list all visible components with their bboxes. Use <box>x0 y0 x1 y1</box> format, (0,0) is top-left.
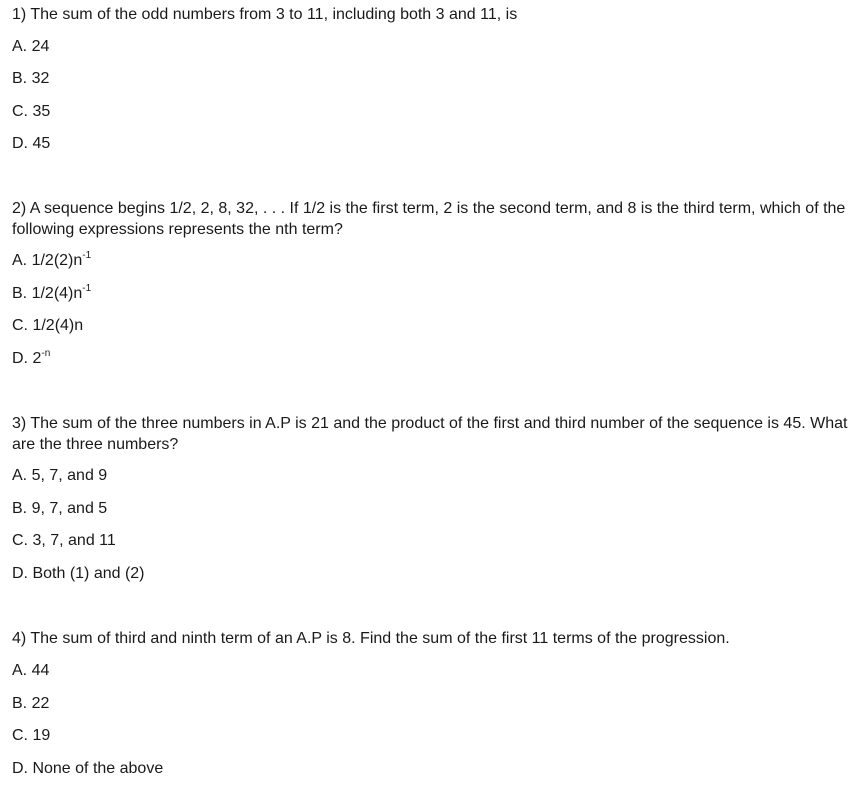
option-text: 1/2(2)n <box>31 252 83 269</box>
question-stem: 2) A sequence begins 1/2, 2, 8, 32, . . . If 1/2 is the first term, 2 is the second term, and 8 is the third term, which of the following expressions represents the nth term? <box>12 200 846 238</box>
option-label: C. <box>12 532 28 549</box>
option-text: 22 <box>31 695 50 712</box>
option-d[interactable] <box>12 564 145 584</box>
option-c[interactable] <box>12 316 83 336</box>
option-label: C. <box>12 727 28 744</box>
option-text: 9, 7, and 5 <box>31 500 108 517</box>
question-1 <box>12 4 853 152</box>
option-text: 45 <box>32 135 51 152</box>
option-text: None of the above <box>32 760 164 777</box>
option-label: A. <box>12 252 28 269</box>
question-3 <box>12 413 853 582</box>
option-c[interactable] <box>12 102 50 122</box>
option-a[interactable] <box>12 251 91 273</box>
option-label: B. <box>12 695 28 712</box>
option-label: A. <box>12 38 28 55</box>
option-a[interactable] <box>12 466 107 486</box>
option-text: 44 <box>31 662 50 679</box>
option-label: C. <box>12 103 28 120</box>
option-exponent: -n <box>41 348 51 359</box>
option-label: B. <box>12 70 28 87</box>
option-text: 35 <box>32 103 51 120</box>
option-label: C. <box>12 317 28 334</box>
option-label: B. <box>12 500 28 517</box>
option-label: D. <box>12 135 28 152</box>
option-text: 1/2(4)n <box>32 317 84 334</box>
option-exponent: -1 <box>82 250 92 261</box>
option-text: 19 <box>32 727 51 744</box>
option-b[interactable] <box>12 499 107 519</box>
option-b[interactable] <box>12 69 49 89</box>
option-label: A. <box>12 662 28 679</box>
question-4 <box>12 628 853 777</box>
option-label: A. <box>12 467 28 484</box>
option-label: B. <box>12 285 28 302</box>
option-label: D. <box>12 350 28 367</box>
option-text: 5, 7, and 9 <box>31 467 108 484</box>
option-b[interactable] <box>12 694 49 714</box>
option-text: 1/2(4)n <box>31 285 83 302</box>
option-text: 32 <box>31 70 50 87</box>
question-stem: 3) The sum of the three numbers in A.P is 21 and the product of the first and third number of the sequence is 45. What are the three numbers? <box>12 415 848 453</box>
option-c[interactable] <box>12 726 50 746</box>
option-d[interactable] <box>12 349 50 371</box>
option-b[interactable] <box>12 284 91 306</box>
question-2 <box>12 198 853 367</box>
option-d[interactable] <box>12 134 50 154</box>
option-text: Both (1) and (2) <box>32 565 145 582</box>
option-label: D. <box>12 565 28 582</box>
option-d[interactable] <box>12 759 163 779</box>
option-c[interactable] <box>12 531 116 551</box>
question-stem: 4) The sum of third and ninth term of an A.P is 8. Find the sum of the first 11 terms of the progression. <box>12 630 730 647</box>
option-text: 24 <box>31 38 50 55</box>
option-a[interactable] <box>12 37 49 57</box>
option-text: 3, 7, and 11 <box>32 532 116 549</box>
option-a[interactable] <box>12 661 49 681</box>
option-label: D. <box>12 760 28 777</box>
question-stem: 1) The sum of the odd numbers from 3 to 11, including both 3 and 11, is <box>12 6 518 23</box>
option-exponent: -1 <box>82 283 92 294</box>
option-text: 2 <box>32 350 42 367</box>
